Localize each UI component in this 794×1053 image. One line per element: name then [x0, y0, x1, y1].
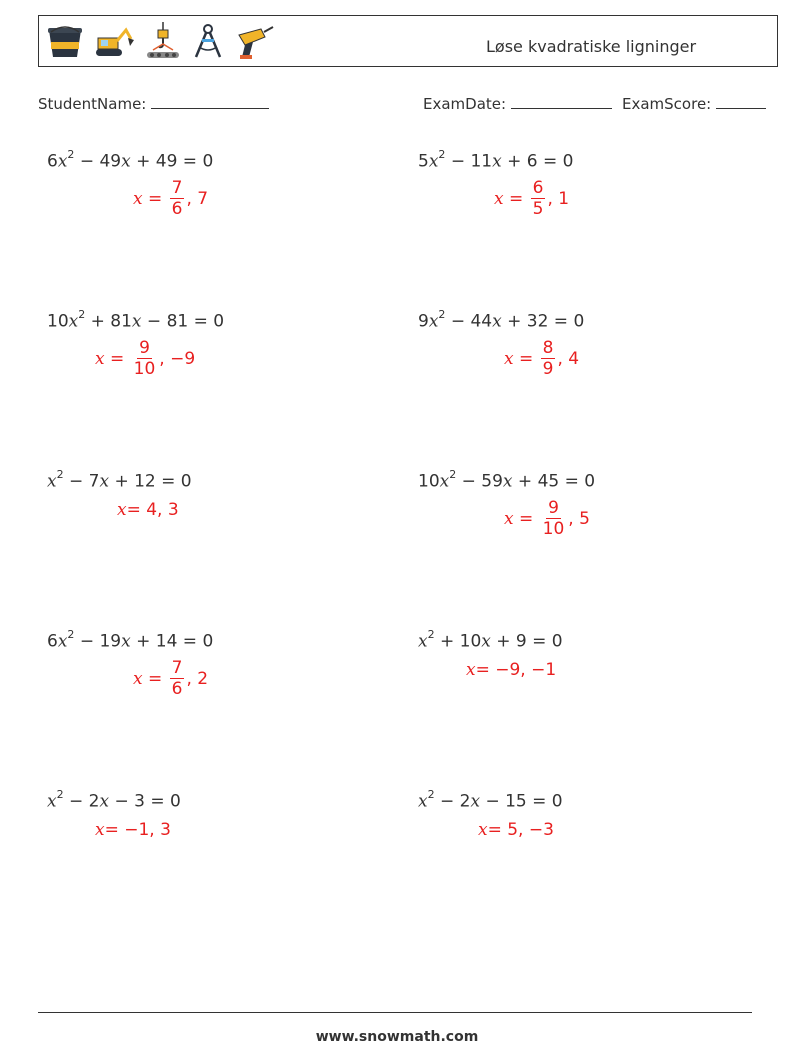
answer-equals: = — [503, 188, 529, 209]
student-name-label: StudentName: — [38, 95, 147, 113]
answer — [466, 660, 556, 680]
variable-x: x — [418, 631, 428, 652]
coefficient-a: 5 — [418, 151, 429, 172]
answer — [504, 338, 579, 379]
coefficient-b: − 2 — [434, 791, 471, 812]
fraction-denominator: 5 — [532, 199, 544, 219]
answer-rest: , 2 — [186, 668, 209, 689]
coefficient-b: − 44 — [445, 311, 493, 332]
exam-score-blank[interactable] — [716, 94, 766, 109]
constant-term: + 6 = 0 — [501, 151, 574, 172]
exam-score-field — [622, 94, 766, 113]
variable-x: x — [492, 151, 502, 172]
answer — [478, 820, 554, 840]
coefficient-a: 10 — [47, 311, 69, 332]
coefficient-b: − 7 — [63, 471, 100, 492]
answer-rest: , −9 — [159, 348, 196, 369]
answer — [95, 338, 195, 379]
worksheet-title: Løse kvadratiske ligninger — [486, 37, 697, 56]
exam-score-label: ExamScore: — [622, 95, 712, 113]
bucket-icon — [45, 24, 85, 60]
coefficient-b: + 10 — [434, 631, 482, 652]
answer-equals: = — [104, 348, 130, 369]
variable-x: x — [68, 311, 79, 332]
constant-term: + 45 = 0 — [512, 471, 596, 492]
answer-variable: x — [95, 348, 105, 369]
answer-variable: x — [504, 348, 514, 369]
variable-x: x — [99, 791, 110, 812]
answer-variable: x — [117, 500, 127, 520]
variable-x: x — [481, 631, 491, 652]
coefficient-a: 9 — [418, 311, 429, 332]
exponent: 2 — [56, 468, 64, 481]
coefficient-b: − 59 — [456, 471, 503, 492]
answer-fraction — [132, 338, 158, 379]
exponent: 2 — [67, 628, 75, 641]
compass-icon — [191, 23, 225, 61]
answer-fraction — [170, 658, 185, 699]
answer-fraction — [170, 178, 185, 219]
answer-variable: x — [494, 188, 504, 209]
footer-divider — [38, 1012, 752, 1013]
coefficient-a: 10 — [418, 471, 440, 492]
fraction-numerator: 9 — [548, 498, 559, 518]
constant-term: + 12 = 0 — [109, 471, 192, 492]
constant-term: + 49 = 0 — [130, 151, 214, 172]
variable-x: x — [121, 151, 131, 172]
excavator-icon — [93, 24, 135, 60]
equation — [47, 150, 213, 172]
fraction-numerator: 8 — [542, 338, 554, 358]
answer-values: = 5, −3 — [487, 820, 554, 840]
answer — [494, 178, 569, 219]
answer-rest: , 7 — [186, 188, 209, 209]
answer-rest: , 5 — [568, 508, 590, 529]
coefficient-b: − 49 — [74, 151, 122, 172]
student-name-field — [38, 94, 269, 113]
answer-variable: x — [133, 188, 143, 209]
coefficient-b: + 81 — [85, 311, 132, 332]
exponent: 2 — [438, 308, 446, 321]
exponent: 2 — [438, 148, 446, 161]
answer-variable: x — [133, 668, 143, 689]
student-name-blank[interactable] — [151, 94, 269, 109]
variable-x: x — [428, 311, 439, 332]
fraction-numerator: 7 — [171, 658, 183, 678]
variable-x: x — [47, 791, 57, 812]
answer-values: = −9, −1 — [475, 660, 557, 680]
equation — [418, 470, 595, 492]
worksheet-header — [38, 15, 778, 67]
variable-x: x — [57, 631, 68, 652]
constant-term: − 81 = 0 — [141, 311, 225, 332]
exam-date-blank[interactable] — [511, 94, 612, 109]
answer-variable: x — [504, 508, 514, 529]
equation — [47, 470, 192, 492]
exponent: 2 — [78, 308, 86, 321]
answer-variable: x — [478, 820, 488, 840]
answer — [133, 658, 208, 699]
answer-fraction — [531, 178, 546, 219]
fraction-denominator: 10 — [133, 359, 156, 379]
answer-rest: , 1 — [547, 188, 570, 209]
constant-term: − 3 = 0 — [109, 791, 181, 812]
equation — [47, 790, 181, 812]
variable-x: x — [470, 791, 481, 812]
exam-date-label: ExamDate: — [423, 95, 507, 113]
answer-variable: x — [466, 660, 476, 680]
answer-rest: , 4 — [557, 348, 580, 369]
variable-x: x — [502, 471, 513, 492]
answer — [117, 500, 179, 520]
constant-term: − 15 = 0 — [480, 791, 563, 812]
variable-x: x — [439, 471, 450, 492]
fraction-denominator: 10 — [542, 519, 565, 539]
exponent: 2 — [56, 788, 64, 801]
constant-term: + 32 = 0 — [501, 311, 585, 332]
answer-values: = 4, 3 — [126, 500, 179, 520]
fraction-denominator: 9 — [542, 359, 554, 379]
exponent: 2 — [427, 788, 435, 801]
crane-hook-icon — [143, 22, 183, 62]
equation — [418, 150, 573, 172]
answer — [133, 178, 208, 219]
exponent: 2 — [427, 628, 435, 641]
variable-x: x — [428, 151, 439, 172]
coefficient-b: − 11 — [445, 151, 493, 172]
equation — [418, 630, 563, 652]
variable-x: x — [418, 791, 428, 812]
variable-x: x — [57, 151, 68, 172]
constant-term: + 14 = 0 — [130, 631, 214, 652]
answer-equals: = — [142, 668, 168, 689]
exam-date-field — [423, 94, 612, 113]
variable-x: x — [47, 471, 57, 492]
equation — [47, 310, 224, 332]
fraction-denominator: 6 — [171, 679, 183, 699]
answer-values: = −1, 3 — [104, 820, 171, 840]
fraction-denominator: 6 — [171, 199, 183, 219]
answer-fraction — [541, 338, 556, 379]
header-icons — [45, 22, 275, 62]
answer — [504, 498, 590, 539]
answer-equals: = — [142, 188, 168, 209]
answer-equals: = — [513, 348, 539, 369]
constant-term: + 9 = 0 — [490, 631, 563, 652]
equation — [418, 790, 563, 812]
coefficient-b: − 2 — [63, 791, 100, 812]
exponent: 2 — [67, 148, 75, 161]
exponent: 2 — [449, 468, 457, 481]
variable-x: x — [492, 311, 502, 332]
equation — [47, 630, 213, 652]
fraction-numerator: 7 — [171, 178, 183, 198]
footer-url: www.snowmath.com — [315, 1029, 479, 1045]
answer-fraction — [541, 498, 567, 539]
equation — [418, 310, 584, 332]
fraction-numerator: 9 — [139, 338, 150, 358]
answer-variable: x — [95, 820, 105, 840]
variable-x: x — [131, 311, 142, 332]
drill-icon — [233, 23, 275, 61]
variable-x: x — [99, 471, 110, 492]
answer-equals: = — [513, 508, 539, 529]
variable-x: x — [121, 631, 131, 652]
coefficient-a: 6 — [47, 631, 58, 652]
coefficient-b: − 19 — [74, 631, 122, 652]
fraction-numerator: 6 — [532, 178, 544, 198]
coefficient-a: 6 — [47, 151, 58, 172]
answer — [95, 820, 171, 840]
